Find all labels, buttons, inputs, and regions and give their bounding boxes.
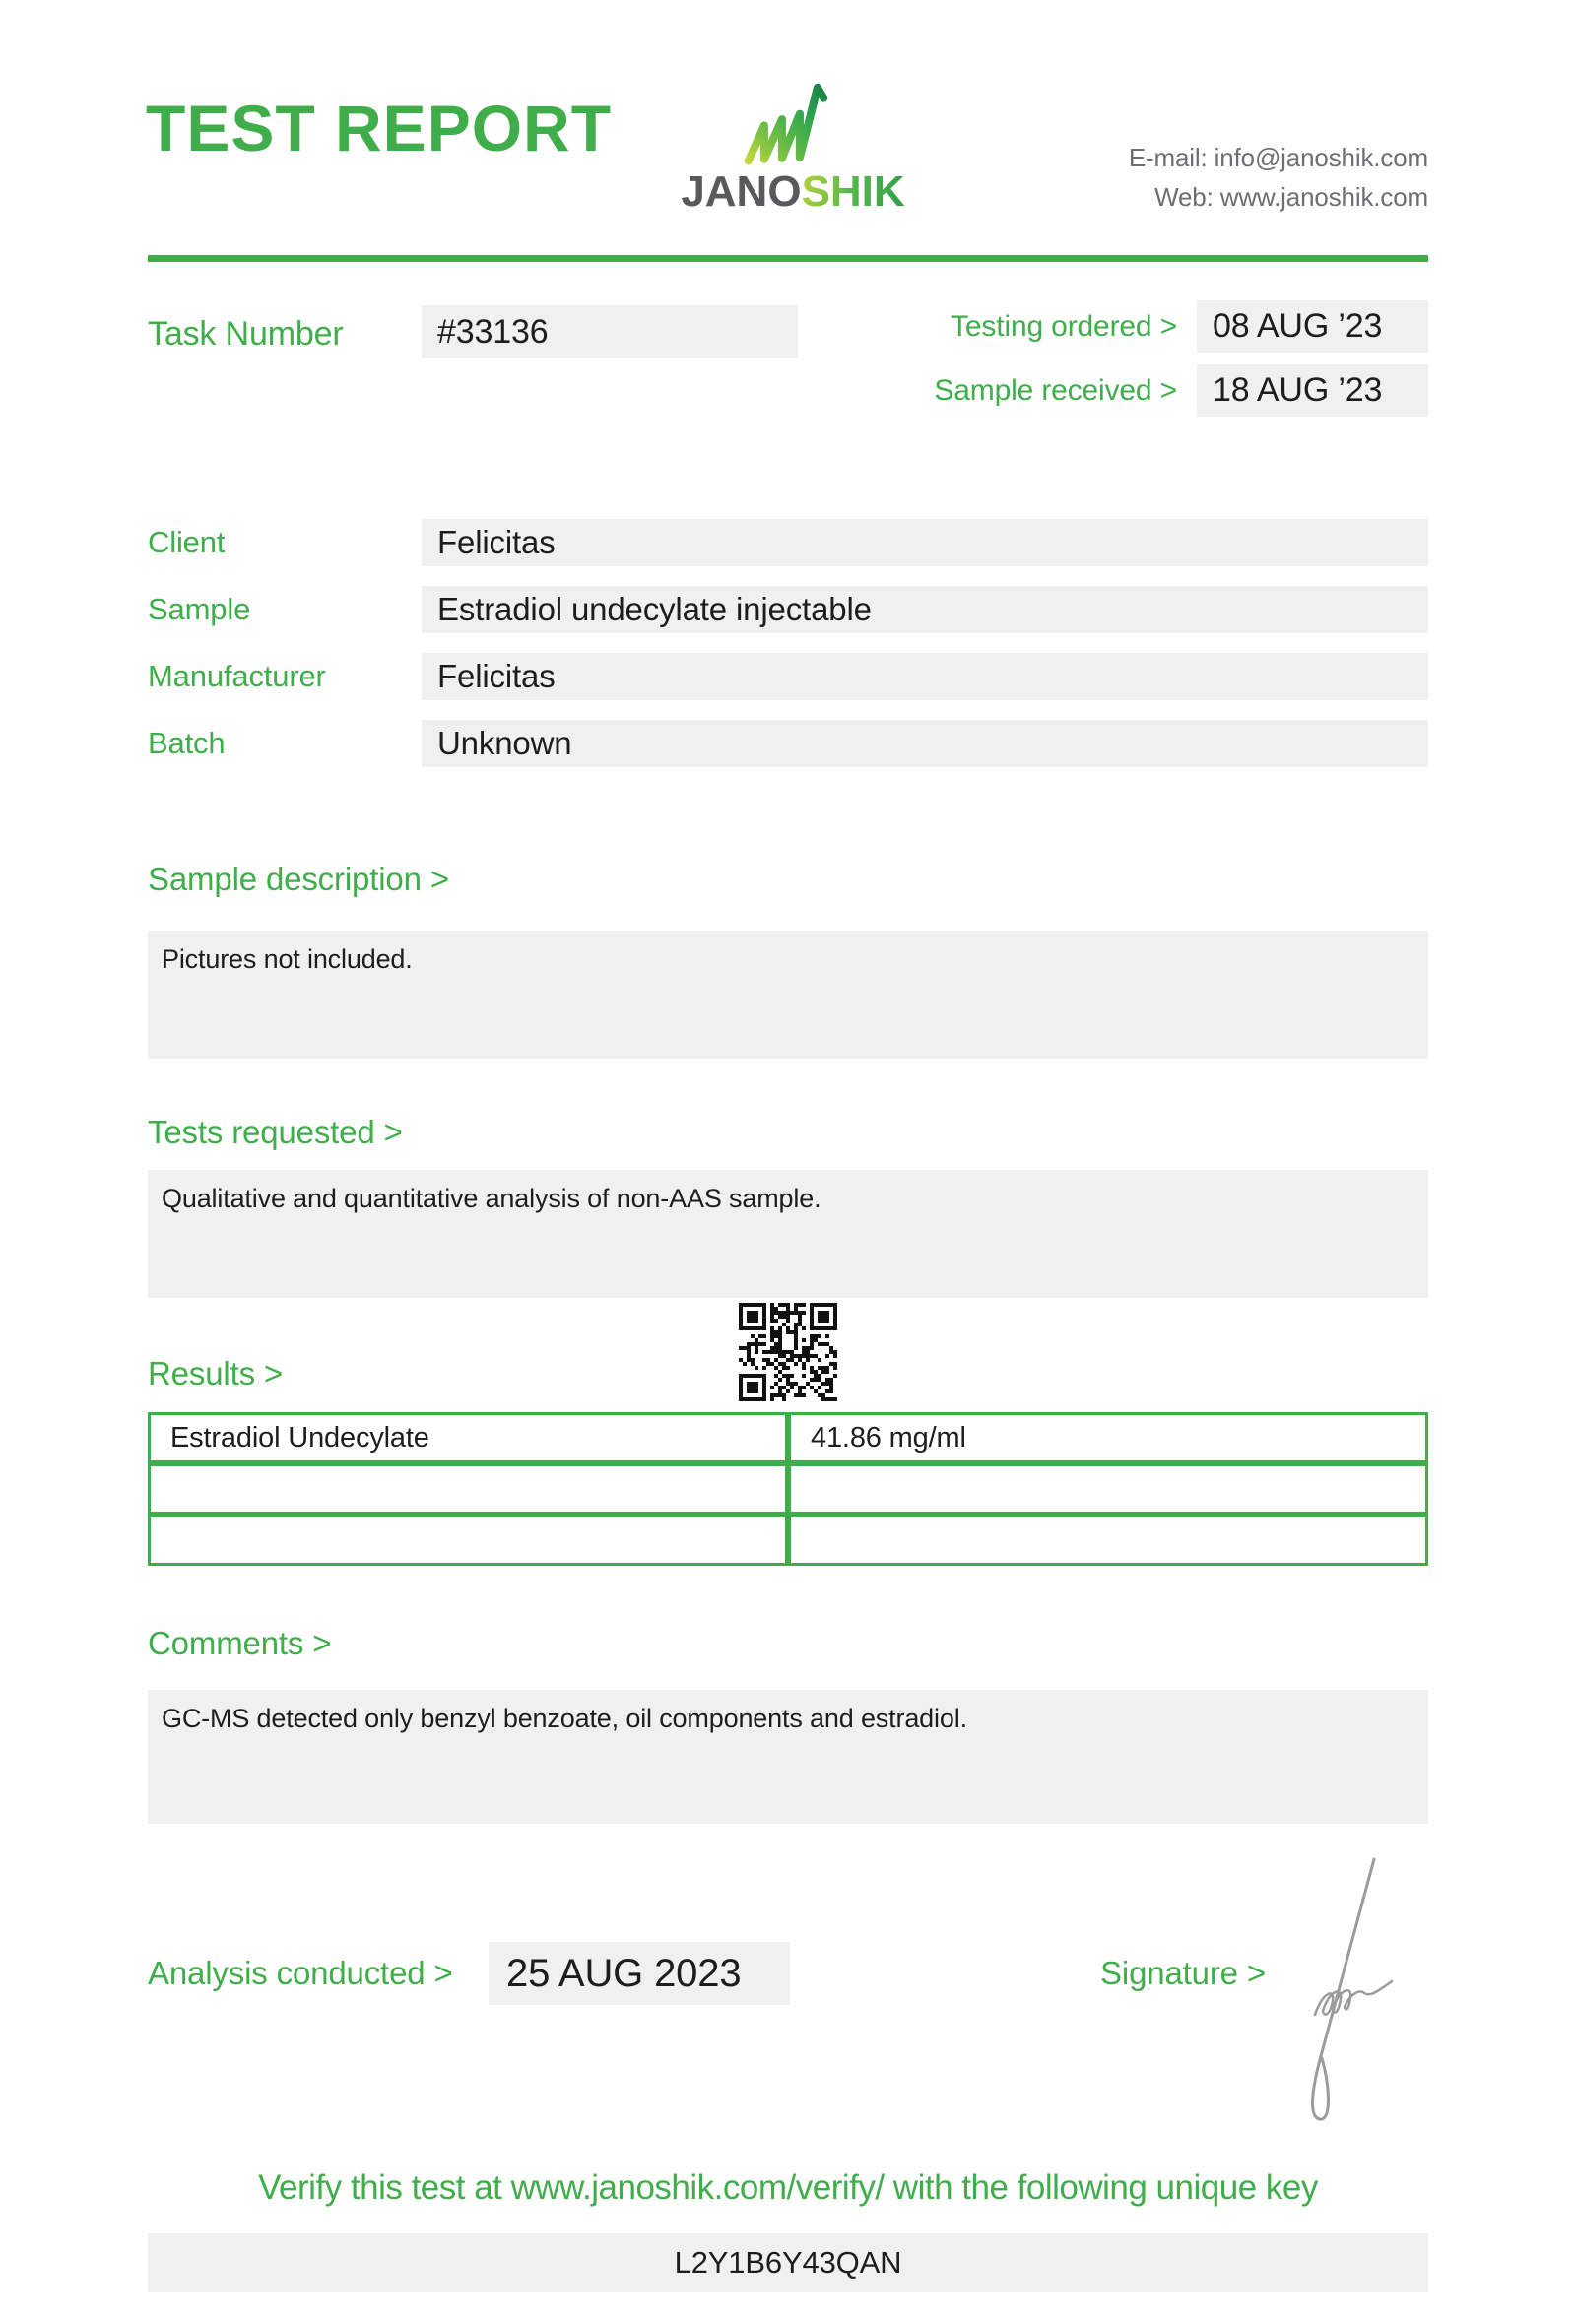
result-value-cell: 41.86 mg/ml xyxy=(788,1412,1428,1463)
contact-block xyxy=(1129,138,1428,217)
result-substance-cell: Estradiol Undecylate xyxy=(148,1412,788,1463)
results-heading: Results > xyxy=(148,1355,284,1391)
client-label: Client xyxy=(148,525,226,559)
result-value-cell xyxy=(788,1515,1428,1566)
table-row xyxy=(148,1412,1428,1463)
verify-key: L2Y1B6Y43QAN xyxy=(148,2233,1428,2292)
tests-requested-text: Qualitative and quantitative analysis of non-AAS sample. xyxy=(162,1184,821,1213)
verify-instruction: Verify this test at www.janoshik.com/verify/ with the following unique key xyxy=(258,2168,1318,2207)
signature-label: Signature > xyxy=(1100,1955,1266,1991)
sample-label: Sample xyxy=(148,592,251,626)
sample-received-value: 18 AUG ’23 xyxy=(1197,364,1428,417)
sample-received-label: Sample received > xyxy=(934,374,1177,407)
tests-requested-heading: Tests requested > xyxy=(148,1114,403,1150)
email-line: E-mail: info@janoshik.com xyxy=(1128,143,1428,172)
logo-jano: JANO xyxy=(681,167,802,216)
comments-heading: Comments > xyxy=(148,1625,332,1661)
logo-wordmark xyxy=(680,167,906,217)
sample-description-heading: Sample description > xyxy=(148,861,449,897)
client-value: Felicitas xyxy=(422,519,1428,566)
sample-value: Estradiol undecylate injectable xyxy=(422,586,1428,633)
manufacturer-value: Felicitas xyxy=(422,653,1428,700)
sample-description-box xyxy=(148,931,1428,1059)
comments-text: GC-MS detected only benzyl benzoate, oil components and estradiol. xyxy=(162,1704,967,1733)
analysis-conducted-value: 25 AUG 2023 xyxy=(489,1942,790,2005)
task-number-label: Task Number xyxy=(148,315,344,353)
page-title: TEST REPORT xyxy=(146,92,613,164)
analysis-conducted-label: Analysis conducted > xyxy=(148,1955,453,1991)
results-table xyxy=(148,1412,1428,1566)
comments-box xyxy=(148,1690,1428,1824)
result-value-cell xyxy=(788,1463,1428,1515)
testing-ordered-label: Testing ordered > xyxy=(951,310,1177,343)
batch-value: Unknown xyxy=(422,720,1428,767)
qr-code xyxy=(739,1303,837,1401)
table-row xyxy=(148,1463,1428,1515)
result-substance-cell xyxy=(148,1515,788,1566)
table-row xyxy=(148,1515,1428,1566)
batch-label: Batch xyxy=(148,726,226,760)
sample-description-text: Pictures not included. xyxy=(162,944,413,974)
tests-requested-box xyxy=(148,1170,1428,1298)
testing-ordered-value: 08 AUG ’23 xyxy=(1197,300,1428,353)
header-divider xyxy=(148,255,1428,262)
signature-image xyxy=(1276,1849,1423,2145)
manufacturer-label: Manufacturer xyxy=(148,659,326,693)
logo-chart-icon xyxy=(737,77,843,165)
web-line: Web: www.janoshik.com xyxy=(1154,182,1428,212)
task-number-value: #33136 xyxy=(422,305,798,358)
result-substance-cell xyxy=(148,1463,788,1515)
logo-shik: SHIK xyxy=(801,167,905,216)
